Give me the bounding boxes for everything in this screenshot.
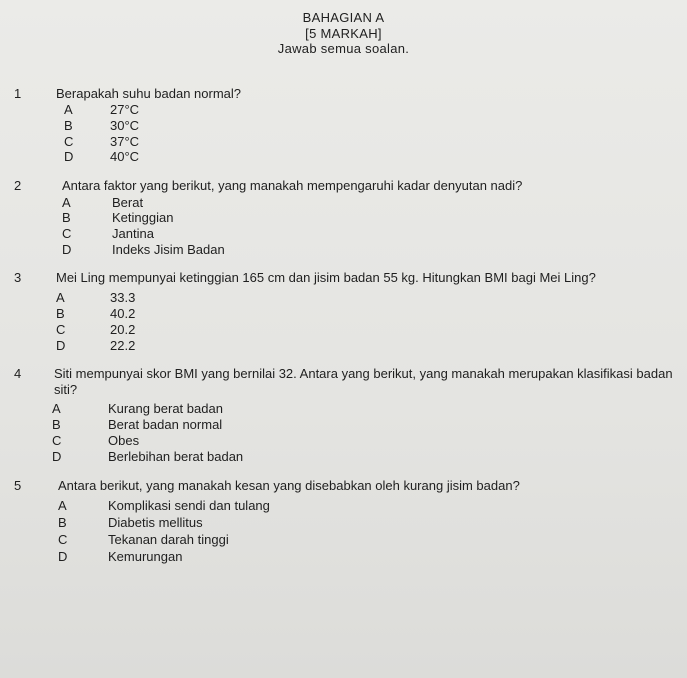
question-text: Antara berikut, yang manakah kesan yang disebabkan oleh kurang jisim badan? <box>58 478 520 493</box>
question-text: Antara faktor yang berikut, yang manakah mempengaruhi kadar denyutan nadi? <box>62 178 523 193</box>
question-text: Berapakah suhu badan normal? <box>56 86 242 101</box>
marks-label: [5 MARKAH] <box>305 26 382 41</box>
question-number: 3 <box>14 270 22 285</box>
worksheet-page: BAHAGIAN A [5 MARKAH] Jawab semua soalan. 1 Berapakah suhu badan normal? A 27°C B 30°C C 37°C D 40°C 2 Antara faktor yang berikut, yang manakah mempengaruhi kadar denyutan nadi? A Berat B Ketinggian C Jantina D Indeks Jisim Badan 3 Mei Ling mempunyai ketinggian 165 cm dan jisim badan 55 kg. Hitungkan BMI bagi Mei Ling? A 33.3 B 40.2 C 20.2 D 22.2 4 Siti mempunyai skor BMI yang bernilai 32. Antara yang berikut, yang manakah merupakan klasifikasi badan siti? A Kurang berat badan B Berat badan normal C Obes D Berlebihan berat badan 5 Antara berikut, yang manakah kesan yang disebabkan oleh kurang jisim badan? A Komplikasi sendi dan tulang B Diabetis mellitus C Tekanan darah tinggi D Kemurungan <box>0 0 687 678</box>
question-number: 5 <box>14 478 22 493</box>
question-text: Siti mempunyai skor BMI yang bernilai 32. Antara yang berikut, yang manakah merupakan klasifikasi badan siti? <box>54 366 673 397</box>
question-number: 4 <box>14 366 22 381</box>
question-number: 2 <box>14 178 22 193</box>
question-text: Mei Ling mempunyai ketinggian 165 cm dan jisim badan 55 kg. Hitungkan BMI bagi Mei Ling? <box>56 270 596 285</box>
section-title: BAHAGIAN A <box>302 10 385 25</box>
question-number: 1 <box>14 86 22 101</box>
instruction-text: Jawab semua soalan. <box>277 41 410 56</box>
